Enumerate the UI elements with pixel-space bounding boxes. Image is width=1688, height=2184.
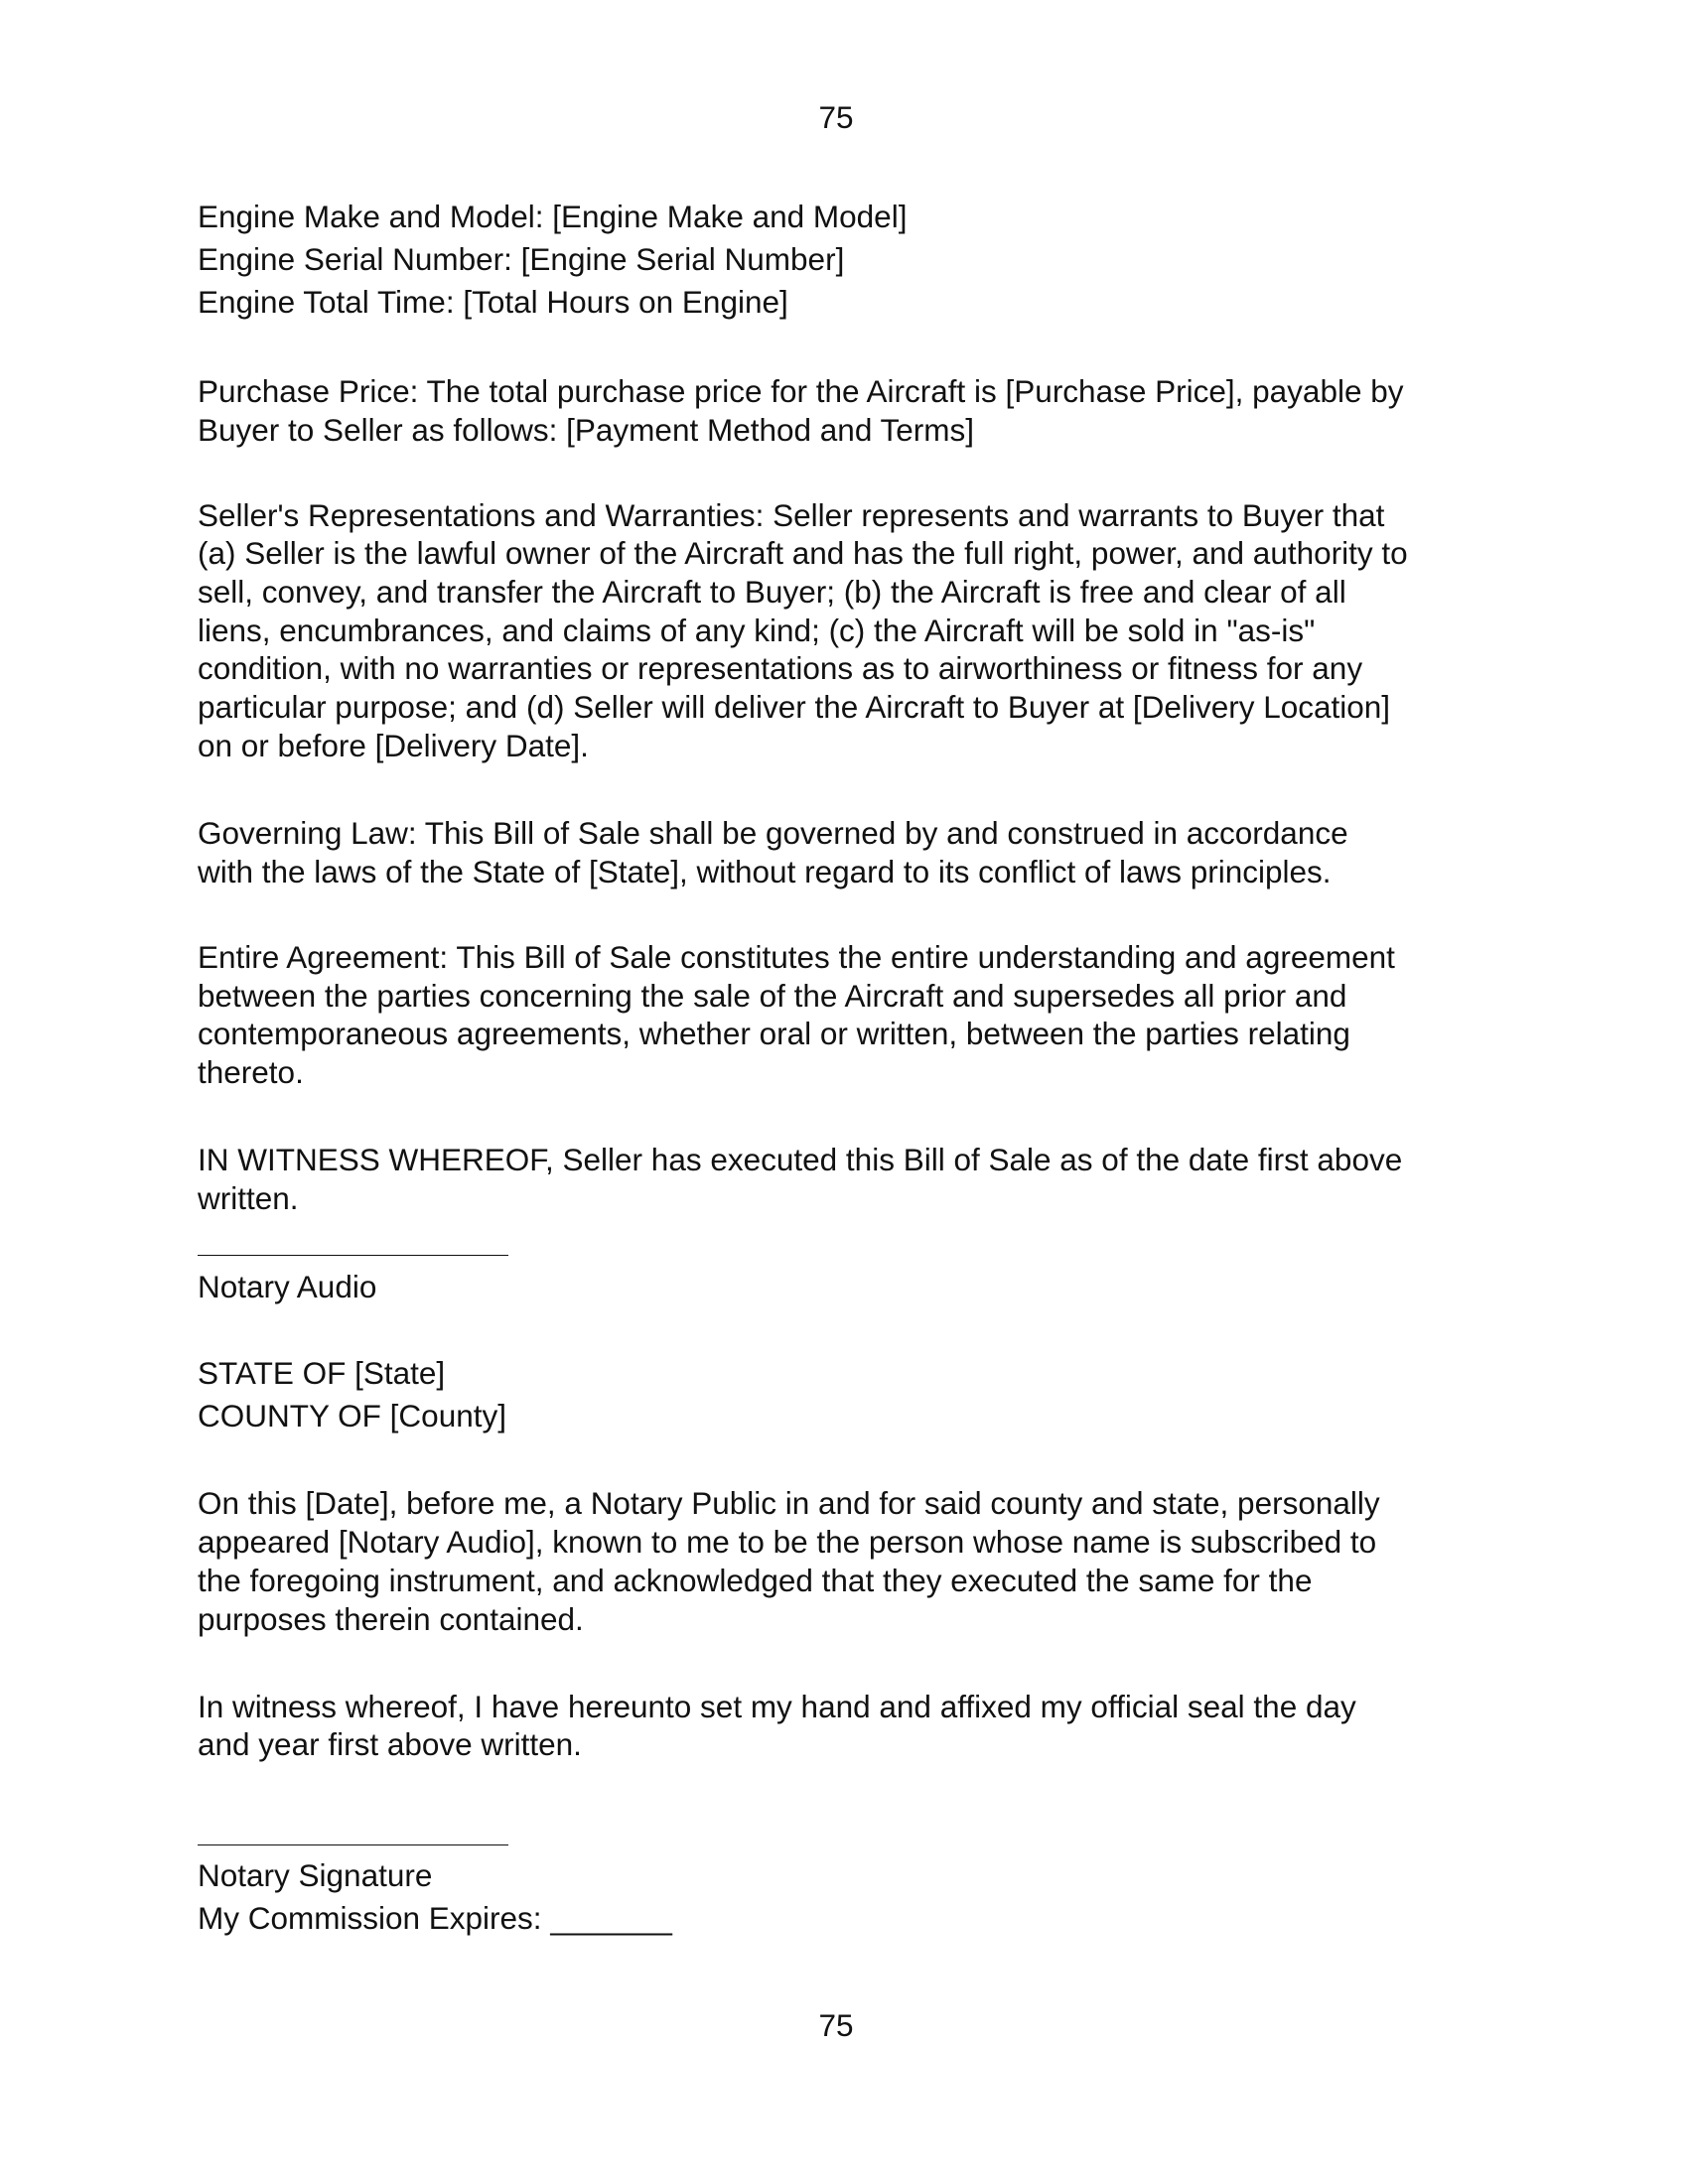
paragraph-line: particular purpose; and (d) Seller will deliver the Aircraft to Buyer at [Delivery Location]: [198, 689, 1391, 725]
paragraph-line: IN WITNESS WHEREOF, Seller has executed this Bill of Sale as of the date first above: [198, 1142, 1403, 1177]
paragraph-line: written.: [198, 1180, 299, 1216]
notary-signature-label: Notary Signature: [198, 1857, 433, 1893]
paragraph-line: (a) Seller is the lawful owner of the Aircraft and has the full right, power, and authority to: [198, 535, 1408, 571]
engine-make-model: Engine Make and Model: [Engine Make and Model]: [198, 199, 908, 234]
paragraph-line: thereto.: [198, 1054, 304, 1090]
engine-total-time: Engine Total Time: [Total Hours on Engine]: [198, 284, 788, 320]
paragraph-line: On this [Date], before me, a Notary Public in and for said county and state, personally: [198, 1485, 1380, 1521]
paragraph-line: condition, with no warranties or representations as to airworthiness or fitness for any: [198, 650, 1363, 686]
paragraph-line: on or before [Delivery Date].: [198, 728, 589, 763]
venue-county: COUNTY OF [County]: [198, 1398, 506, 1433]
paragraph-line: liens, encumbrances, and claims of any kind; (c) the Aircraft will be sold in "as-is": [198, 613, 1316, 648]
notary-signature-line: [198, 1844, 508, 1845]
paragraph-line: appeared [Notary Audio], known to me to be the person whose name is subscribed to: [198, 1524, 1377, 1560]
paragraph-line: and year first above written.: [198, 1726, 582, 1762]
signer-label: Notary Audio: [198, 1269, 377, 1304]
commission-expires: My Commission Expires: _______: [198, 1900, 672, 1936]
paragraph-line: Purchase Price: The total purchase price for the Aircraft is [Purchase Price], payable by: [198, 373, 1404, 409]
paragraph-line: contemporaneous agreements, whether oral or written, between the parties relating: [198, 1016, 1350, 1051]
page-number-bottom: 75: [818, 2007, 854, 2043]
engine-serial-number: Engine Serial Number: [Engine Serial Number]: [198, 241, 845, 277]
page-number-top: 75: [818, 99, 854, 135]
paragraph-line: the foregoing instrument, and acknowledged that they executed the same for the: [198, 1563, 1313, 1598]
venue-state: STATE OF [State]: [198, 1355, 446, 1391]
paragraph-line: Governing Law: This Bill of Sale shall be governed by and construed in accordance: [198, 815, 1348, 851]
paragraph-line: Entire Agreement: This Bill of Sale constitutes the entire understanding and agreement: [198, 939, 1395, 975]
paragraph-line: Seller's Representations and Warranties: Seller represents and warrants to Buyer that: [198, 497, 1385, 533]
paragraph-line: purposes therein contained.: [198, 1601, 584, 1637]
paragraph-line: Buyer to Seller as follows: [Payment Method and Terms]: [198, 412, 975, 448]
seller-signature-line: [198, 1255, 508, 1256]
paragraph-line: sell, convey, and transfer the Aircraft to Buyer; (b) the Aircraft is free and clear of all: [198, 574, 1346, 610]
paragraph-line: between the parties concerning the sale of the Aircraft and supersedes all prior and: [198, 978, 1347, 1014]
paragraph-line: In witness whereof, I have hereunto set my hand and affixed my official seal the day: [198, 1689, 1356, 1724]
paragraph-line: with the laws of the State of [State], without regard to its conflict of laws principles.: [198, 854, 1332, 889]
